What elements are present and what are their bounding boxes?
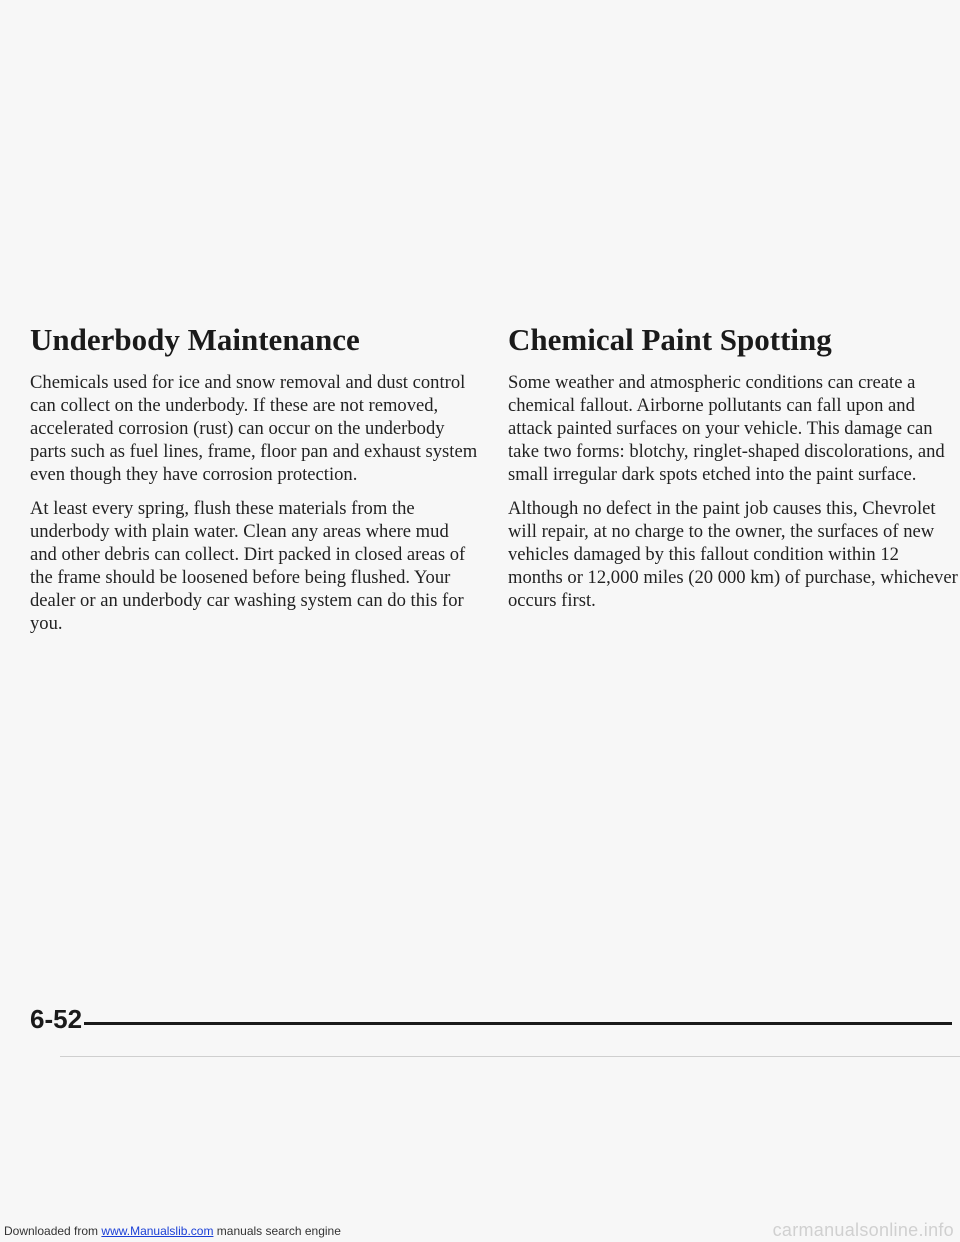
paragraph: At least every spring, flush these materials from the underbody with plain water. Clean any areas where mud and other debris can collect. Dirt packed in closed areas of the frame should be loosened before being flushed. Your dealer or an underbody car washing system can do this for you. <box>30 498 466 634</box>
paragraph: Some weather and atmospheric conditions can create a chemical fallout. Airborne pollutants can fall upon and attack painted surfaces on your vehicle. This damage can take two forms: blotchy, ringlet-shaped discolorations, and small irregular dark spots etched into the paint surface. <box>508 372 945 485</box>
underbody-maintenance-section <box>30 322 480 646</box>
section-heading-underbody-maintenance: Underbody Maintenance <box>30 322 360 357</box>
page-number: 6-52 <box>30 1004 83 1034</box>
download-source-footer <box>4 1224 341 1238</box>
divider <box>60 1056 960 1057</box>
manualslib-link[interactable]: www.Manualslib.com <box>101 1224 214 1238</box>
footer-rule <box>84 1022 952 1025</box>
watermark-text: carmanualsonline.info <box>772 1220 954 1240</box>
paragraph: Chemicals used for ice and snow removal and dust control can collect on the underbody. If these are not removed, accelerated corrosion (rust) can occur on the underbody parts such as fuel lines, frame, floor pan and exhaust system even though they have corrosion protection. <box>30 372 478 485</box>
footer-suffix: manuals search engine <box>216 1224 341 1238</box>
chemical-paint-spotting-section <box>508 322 958 623</box>
paragraph: Although no defect in the paint job causes this, Chevrolet will repair, at no charge to the owner, the surfaces of new vehicles damaged by this fallout condition within 12 months or 12,000 miles (20 000 km) of purchase, whichever occurs first. <box>508 498 958 611</box>
footer-prefix: Downloaded from <box>4 1224 99 1238</box>
section-heading-chemical-paint-spotting: Chemical Paint Spotting <box>508 322 832 357</box>
